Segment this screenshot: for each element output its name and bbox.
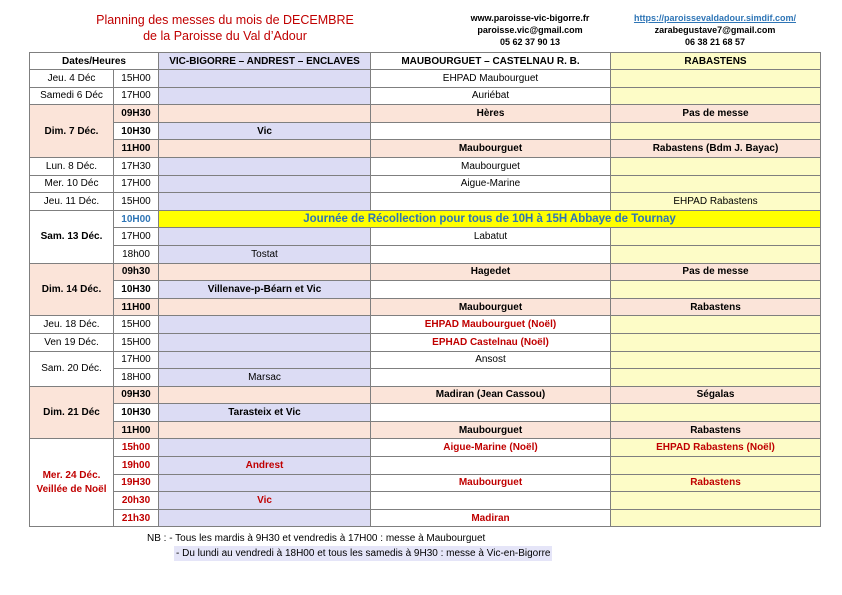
vic-cell: [159, 263, 371, 281]
date-cell: Lun. 8 Déc.: [30, 157, 114, 175]
rabastens-cell: Rabastens: [611, 474, 821, 492]
date-cell: Dim. 21 Déc: [30, 386, 114, 439]
header-maubourguet: MAUBOURGUET – CASTELNAU R. B.: [371, 53, 611, 70]
rabastens-cell: Pas de messe: [611, 263, 821, 281]
table-row: [30, 245, 821, 263]
notes-prefix: NB :: [147, 533, 167, 544]
date-cell: Samedi 6 Déc: [30, 87, 114, 105]
time-cell: 11H00: [114, 140, 159, 158]
rabastens-cell: Rabastens: [611, 298, 821, 316]
date-cell: Ven 19 Déc.: [30, 333, 114, 351]
schedule-table: [29, 52, 821, 527]
date-cell: Mer. 10 Déc: [30, 175, 114, 193]
maubourguet-cell: [371, 457, 611, 475]
rabastens-cell: [611, 157, 821, 175]
note-line-1: - Tous les mardis à 9H30 et vendredis à 17H00 : messe à Maubourguet: [169, 533, 486, 544]
rabastens-cell: Ségalas: [611, 386, 821, 404]
vic-cell: [159, 351, 371, 369]
table-row: [30, 492, 821, 510]
table-row: [30, 193, 821, 211]
vic-cell: [159, 333, 371, 351]
time-cell: 09h30: [114, 263, 159, 281]
vic-cell: [159, 70, 371, 88]
time-cell: 11H00: [114, 421, 159, 439]
table-row: [30, 157, 821, 175]
phone-number: 05 62 37 90 13: [499, 37, 561, 47]
maubourguet-cell: [371, 122, 611, 140]
rabastens-cell: [611, 245, 821, 263]
maubourguet-cell: Hagedet: [371, 263, 611, 281]
title-line-2: de la Paroisse du Val d’Adour: [143, 29, 307, 43]
time-cell: 09H30: [114, 386, 159, 404]
table-row: [30, 474, 821, 492]
contact-block-2: [620, 12, 810, 48]
maubourguet-cell: [371, 492, 611, 510]
maubourguet-cell: Aigue-Marine: [371, 175, 611, 193]
time-cell: 15h00: [114, 439, 159, 457]
maubourguet-cell: EHPAD Maubourguet: [371, 70, 611, 88]
table-row: [30, 70, 821, 88]
rabastens-cell: [611, 70, 821, 88]
maubourguet-cell: [371, 245, 611, 263]
time-cell: 18H00: [114, 369, 159, 387]
vic-cell: [159, 474, 371, 492]
time-cell: 10H00: [114, 210, 159, 228]
time-cell: 15H00: [114, 333, 159, 351]
vic-cell: [159, 316, 371, 334]
maubourguet-cell: EPHAD Castelnau (Noël): [371, 333, 611, 351]
date-cell: Mer. 24 Déc. Veillée de Noël: [30, 439, 114, 527]
date-cell: Dim. 7 Déc.: [30, 105, 114, 158]
maubourguet-cell: Auriébat: [371, 87, 611, 105]
vic-cell: [159, 386, 371, 404]
website-link[interactable]: www.paroisse-vic-bigorre.fr: [470, 13, 590, 23]
maubourguet-cell: [371, 193, 611, 211]
maubourguet-cell: Maubourguet: [371, 140, 611, 158]
vic-cell: Marsac: [159, 369, 371, 387]
table-row: [30, 457, 821, 475]
time-cell: 17H00: [114, 351, 159, 369]
maubourguet-cell: Madiran: [371, 509, 611, 527]
rabastens-cell: [611, 316, 821, 334]
contact-block-1: [440, 12, 620, 48]
maubourguet-cell: Maubourguet: [371, 157, 611, 175]
table-row: [30, 122, 821, 140]
table-row: [30, 281, 821, 299]
vic-cell: [159, 193, 371, 211]
phone-number-2: 06 38 21 68 57: [684, 37, 746, 47]
notes: [147, 531, 552, 561]
website-link-2[interactable]: https://paroissevaldadour.simdif.com/: [633, 13, 797, 23]
time-cell: 15H00: [114, 70, 159, 88]
rabastens-cell: [611, 457, 821, 475]
table-row: [30, 404, 821, 422]
table-header-row: [30, 53, 821, 70]
vic-cell: [159, 439, 371, 457]
time-cell: 10H30: [114, 281, 159, 299]
table-row: [30, 421, 821, 439]
time-cell: 10H30: [114, 122, 159, 140]
time-cell: 09H30: [114, 105, 159, 123]
vic-cell: [159, 105, 371, 123]
maubourguet-cell: Aigue-Marine (Noël): [371, 439, 611, 457]
table-row: [30, 351, 821, 369]
time-cell: 15H00: [114, 316, 159, 334]
rabastens-cell: [611, 404, 821, 422]
table-row: [30, 210, 821, 228]
date-cell: Jeu. 18 Déc.: [30, 316, 114, 334]
table-row: [30, 298, 821, 316]
recollection-banner: Journée de Récollection pour tous de 10H à 15H Abbaye de Tournay: [159, 210, 821, 228]
maubourguet-cell: EHPAD Maubourguet (Noël): [371, 316, 611, 334]
table-row: [30, 369, 821, 387]
table-row: [30, 87, 821, 105]
table-row: [30, 263, 821, 281]
time-cell: 21h30: [114, 509, 159, 527]
maubourguet-cell: Hères: [371, 105, 611, 123]
table-row: [30, 386, 821, 404]
time-cell: 20h30: [114, 492, 159, 510]
rabastens-cell: [611, 369, 821, 387]
maubourguet-cell: [371, 369, 611, 387]
maubourguet-cell: Maubourguet: [371, 474, 611, 492]
rabastens-cell: [611, 228, 821, 246]
rabastens-cell: [611, 281, 821, 299]
vic-cell: [159, 175, 371, 193]
vic-cell: [159, 140, 371, 158]
time-cell: 17H30: [114, 157, 159, 175]
rabastens-cell: [611, 122, 821, 140]
rabastens-cell: Rabastens (Bdm J. Bayac): [611, 140, 821, 158]
rabastens-cell: [611, 509, 821, 527]
vic-cell: [159, 421, 371, 439]
rabastens-cell: Rabastens: [611, 421, 821, 439]
date-cell: Jeu. 11 Déc.: [30, 193, 114, 211]
rabastens-cell: [611, 87, 821, 105]
vic-cell: [159, 298, 371, 316]
maubourguet-cell: Labatut: [371, 228, 611, 246]
rabastens-cell: [611, 333, 821, 351]
maubourguet-cell: Maubourguet: [371, 298, 611, 316]
time-cell: 17H00: [114, 175, 159, 193]
table-row: [30, 175, 821, 193]
email-link-2[interactable]: zarabegustave7@gmail.com: [654, 25, 776, 35]
time-cell: 17H00: [114, 87, 159, 105]
vic-cell: [159, 228, 371, 246]
time-cell: 11H00: [114, 298, 159, 316]
vic-cell: [159, 509, 371, 527]
page-title: [60, 12, 390, 44]
time-cell: 18h00: [114, 245, 159, 263]
time-cell: 15H00: [114, 193, 159, 211]
maubourguet-cell: [371, 281, 611, 299]
vic-cell: Tarasteix et Vic: [159, 404, 371, 422]
header-dates: Dates/Heures: [30, 53, 159, 70]
maubourguet-cell: Madiran (Jean Cassou): [371, 386, 611, 404]
date-cell: Dim. 14 Déc.: [30, 263, 114, 316]
time-cell: 19H30: [114, 474, 159, 492]
time-cell: 10H30: [114, 404, 159, 422]
table-row: [30, 228, 821, 246]
time-cell: 19h00: [114, 457, 159, 475]
header-rabastens: RABASTENS: [611, 53, 821, 70]
email-link[interactable]: paroisse.vic@gmail.com: [477, 25, 583, 35]
vic-cell: Tostat: [159, 245, 371, 263]
date-cell: Jeu. 4 Déc: [30, 70, 114, 88]
rabastens-cell: [611, 492, 821, 510]
title-line-1: Planning des messes du mois de DECEMBRE: [96, 13, 354, 27]
vic-cell: Vic: [159, 492, 371, 510]
vic-cell: Andrest: [159, 457, 371, 475]
time-cell: 17H00: [114, 228, 159, 246]
table-row: [30, 105, 821, 123]
maubourguet-cell: [371, 404, 611, 422]
rabastens-cell: [611, 175, 821, 193]
table-row: [30, 140, 821, 158]
table-row: [30, 316, 821, 334]
maubourguet-cell: Ansost: [371, 351, 611, 369]
table-row: [30, 333, 821, 351]
rabastens-cell: Pas de messe: [611, 105, 821, 123]
vic-cell: Villenave-p-Béarn et Vic: [159, 281, 371, 299]
maubourguet-cell: Maubourguet: [371, 421, 611, 439]
table-row: [30, 509, 821, 527]
date-cell: Sam. 20 Déc.: [30, 351, 114, 386]
date-cell: Sam. 13 Déc.: [30, 210, 114, 263]
rabastens-cell: EHPAD Rabastens: [611, 193, 821, 211]
vic-cell: Vic: [159, 122, 371, 140]
vic-cell: [159, 87, 371, 105]
vic-cell: [159, 157, 371, 175]
header-vic: VIC-BIGORRE – ANDREST – ENCLAVES: [159, 53, 371, 70]
rabastens-cell: [611, 351, 821, 369]
table-row: [30, 439, 821, 457]
rabastens-cell: EHPAD Rabastens (Noël): [611, 439, 821, 457]
note-line-2: - Du lundi au vendredi à 18H00 et tous les samedis à 9H30 : messe à Vic-en-Bigorre: [176, 548, 551, 559]
